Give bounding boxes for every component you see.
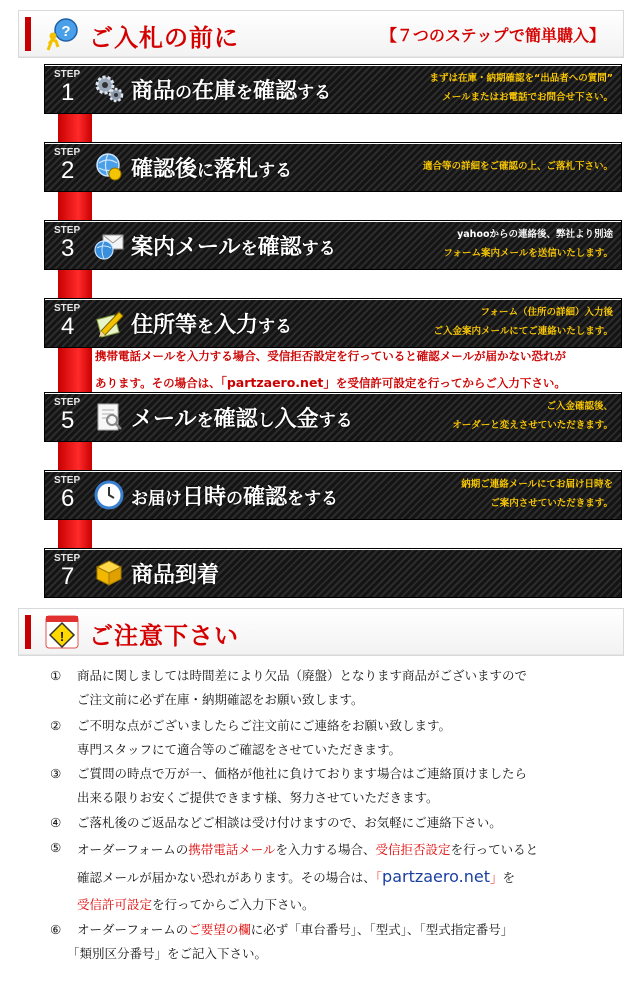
- step-label: STEP: [54, 303, 81, 314]
- step-note: [423, 157, 613, 176]
- step-title-part: を: [197, 317, 215, 337]
- step-title-part: 確認: [257, 235, 302, 260]
- step4-warning-line1: 携帯電話メールを入力する場合、受信拒否設定を行っていると確認メールが届かない恐れが: [95, 349, 567, 363]
- step4-warning-line2: [95, 373, 566, 391]
- note-line: ご質問の時点で万が一、価格が他社に負けております場合はご連絡頂けましたら: [77, 766, 528, 781]
- svg-text:!: !: [59, 629, 65, 644]
- note-number: ⑤: [50, 840, 62, 855]
- site-name: partzaero.net: [382, 867, 490, 886]
- note-text: を行ってからご入力下さい。: [152, 897, 315, 912]
- section-header-before-bidding: [18, 10, 624, 58]
- step-label: STEP: [54, 225, 81, 236]
- header-accent-bar: [25, 17, 31, 51]
- note-line: [77, 836, 617, 863]
- note-text: オーダーフォームの: [77, 842, 189, 857]
- step-title-part: をする: [287, 489, 339, 509]
- step-title-part: お届け: [131, 489, 182, 509]
- step-connector: [58, 344, 92, 394]
- step-title-part: 在庫: [192, 79, 237, 104]
- step-title-part: し: [257, 411, 275, 431]
- step-title-part: する: [301, 239, 336, 259]
- step-title-part: 入力: [214, 313, 259, 338]
- step-label: STEP: [54, 475, 81, 486]
- step-title-part: する: [318, 411, 353, 431]
- note-highlight: 「: [375, 870, 383, 885]
- cautions-title: ご注意下さい: [89, 622, 239, 650]
- note-highlight: 」: [489, 870, 503, 885]
- step-title-part: に: [197, 161, 215, 181]
- step-note: [452, 397, 613, 435]
- note-line: 「類別区分番号」をご記入下さい。: [67, 946, 268, 961]
- page-title: ご入札の前に: [89, 24, 239, 52]
- warning-text: を受信許可設定を行ってからご入力下さい。: [335, 376, 566, 390]
- step-title-part: 落札: [214, 157, 259, 182]
- note-line: 商品に関しましては時間差により欠品（廃盤）となります商品がございますので: [77, 668, 528, 683]
- step-number: 4: [61, 313, 75, 340]
- step-number: 3: [61, 235, 75, 262]
- step-title: [131, 152, 292, 183]
- clock-icon: [93, 479, 125, 511]
- step-title-part: 確認: [253, 79, 298, 104]
- step-6: [44, 470, 622, 520]
- document-search-icon: [93, 401, 125, 433]
- note-text: 確認メールが届かない恐れがあります。その場合は、: [77, 870, 376, 885]
- package-icon: [93, 557, 125, 589]
- step-title: [131, 558, 219, 589]
- note-line: [77, 863, 617, 891]
- step-7: [44, 548, 622, 598]
- step-connector: [58, 438, 92, 472]
- note-line: ご不明な点がございましたらご注文前にご連絡をお願い致します。: [77, 718, 452, 733]
- step-3: [44, 220, 622, 270]
- step-title-part: 日時: [182, 485, 227, 510]
- step-note: [443, 225, 613, 263]
- step-4: [44, 298, 622, 348]
- step-note-line: ご入金案内メールにてご連絡いたします。: [433, 326, 613, 337]
- step-label: STEP: [54, 147, 81, 158]
- warning-diamond-icon: [45, 615, 79, 649]
- note-number: ⑥: [50, 922, 62, 937]
- note-text: を入力する場合、: [275, 842, 376, 857]
- warning-text: あります。その場合は、: [95, 376, 221, 390]
- header-tagline: 【７つのステップで簡単購入】: [380, 26, 605, 45]
- step-1: [44, 64, 622, 114]
- step-title: [131, 230, 336, 261]
- step-title-part: を: [240, 239, 258, 259]
- step-title-part: する: [258, 161, 293, 181]
- step-title-part: 入金: [274, 407, 319, 432]
- note-text: を行っていると: [450, 842, 539, 857]
- note-line: ご落札後のご返品などご相談は受け付けますので、お気軽にご連絡下さい。: [77, 815, 502, 830]
- step-title-part: を: [236, 83, 254, 103]
- step-number: 2: [61, 157, 75, 184]
- note-number: ②: [50, 718, 62, 733]
- note-number: ④: [50, 815, 62, 830]
- note-highlight: 受信許可設定: [77, 897, 153, 912]
- step-label: STEP: [54, 397, 81, 408]
- step-connector: [58, 516, 92, 550]
- step-title-part: する: [258, 317, 293, 337]
- step-title-part: 商品: [131, 79, 176, 104]
- step-title-part: 案内メール: [131, 235, 241, 260]
- step-label: STEP: [54, 553, 81, 564]
- step-title-part: メール: [131, 407, 197, 432]
- step-title-part: の: [175, 83, 193, 103]
- step-note-line: フォーム案内メールを送信いたします。: [443, 248, 613, 259]
- step-title-part: 確認: [243, 485, 288, 510]
- step-title-part: を: [196, 411, 214, 431]
- note-line: 専門スタッフにて適合等のご確認をさせていただきます。: [77, 742, 402, 757]
- step-note-line: メールまたはお電話でお問合せ下さい。: [442, 92, 613, 103]
- search-globe-icon: [93, 151, 125, 183]
- note-highlight: ご要望の欄: [188, 922, 251, 937]
- step-note: [433, 303, 613, 341]
- step-title-part: の: [226, 489, 244, 509]
- note-line: ご注文前に必ず在庫・納期確認をお願い致します。: [77, 692, 364, 707]
- pencil-notepad-icon: [93, 307, 125, 339]
- step-title-part: 確認: [213, 407, 258, 432]
- step-note-line: オーダーと変えさせていただきます。: [452, 420, 613, 431]
- step-title: [131, 480, 338, 511]
- section-header-cautions: [18, 608, 624, 656]
- step-title-part: 確認後: [131, 157, 198, 182]
- note-number: ③: [50, 766, 62, 781]
- step-note-line: yahooからの連絡後、弊社より別途: [457, 229, 613, 240]
- note-text: オーダーフォームの: [77, 922, 189, 937]
- step-note-line: ご入金確認後、: [546, 401, 613, 412]
- step-note: [461, 475, 613, 513]
- note-line: [77, 891, 617, 918]
- step-label: STEP: [54, 69, 81, 80]
- step-note-line: まずは在庫・納期確認を“出品者への質問”: [429, 73, 613, 84]
- step-note-line: ご案内させていただきます。: [490, 498, 613, 509]
- note-line: [77, 918, 617, 942]
- step-title: [131, 74, 331, 105]
- gears-icon: [93, 73, 125, 105]
- step-number: 1: [61, 79, 75, 106]
- svg-text:?: ?: [61, 23, 71, 40]
- help-person-icon: [45, 17, 79, 51]
- step-title-part: 商品到着: [131, 563, 220, 588]
- mail-globe-icon: [93, 229, 125, 261]
- step-title-part: する: [297, 83, 332, 103]
- note-line: 出来る限りお安くご提供できます様、努力させていただきます。: [77, 790, 439, 805]
- step-note-line: 納期ご連絡メールにてお届け日時を: [461, 479, 613, 490]
- step-number: 6: [61, 485, 75, 512]
- note-text: に必ず「車台番号」、「型式」、「型式指定番号」: [250, 922, 514, 937]
- step-note-line: フォーム（住所の詳細）入力後: [480, 307, 613, 318]
- step-2: [44, 142, 622, 192]
- note-text: を: [502, 870, 515, 885]
- step-number: 7: [61, 563, 75, 590]
- note-number: ①: [50, 668, 62, 683]
- step-connector: [58, 266, 92, 300]
- note-highlight: 携帯電話メール: [188, 842, 276, 857]
- step-number: 5: [61, 407, 75, 434]
- step-title: [131, 308, 292, 339]
- step-note: [430, 69, 614, 107]
- step-5: [44, 392, 622, 442]
- step-title: [131, 402, 353, 433]
- site-name: 「partzaero.net」: [220, 375, 336, 390]
- step-connector: [58, 188, 92, 222]
- note-highlight: 受信拒否設定: [375, 842, 451, 857]
- step-note-line: 適合等の詳細をご確認の上、ご落札下さい。: [422, 161, 613, 172]
- header-accent-bar: [25, 615, 31, 649]
- step-title-part: 住所等: [131, 313, 198, 338]
